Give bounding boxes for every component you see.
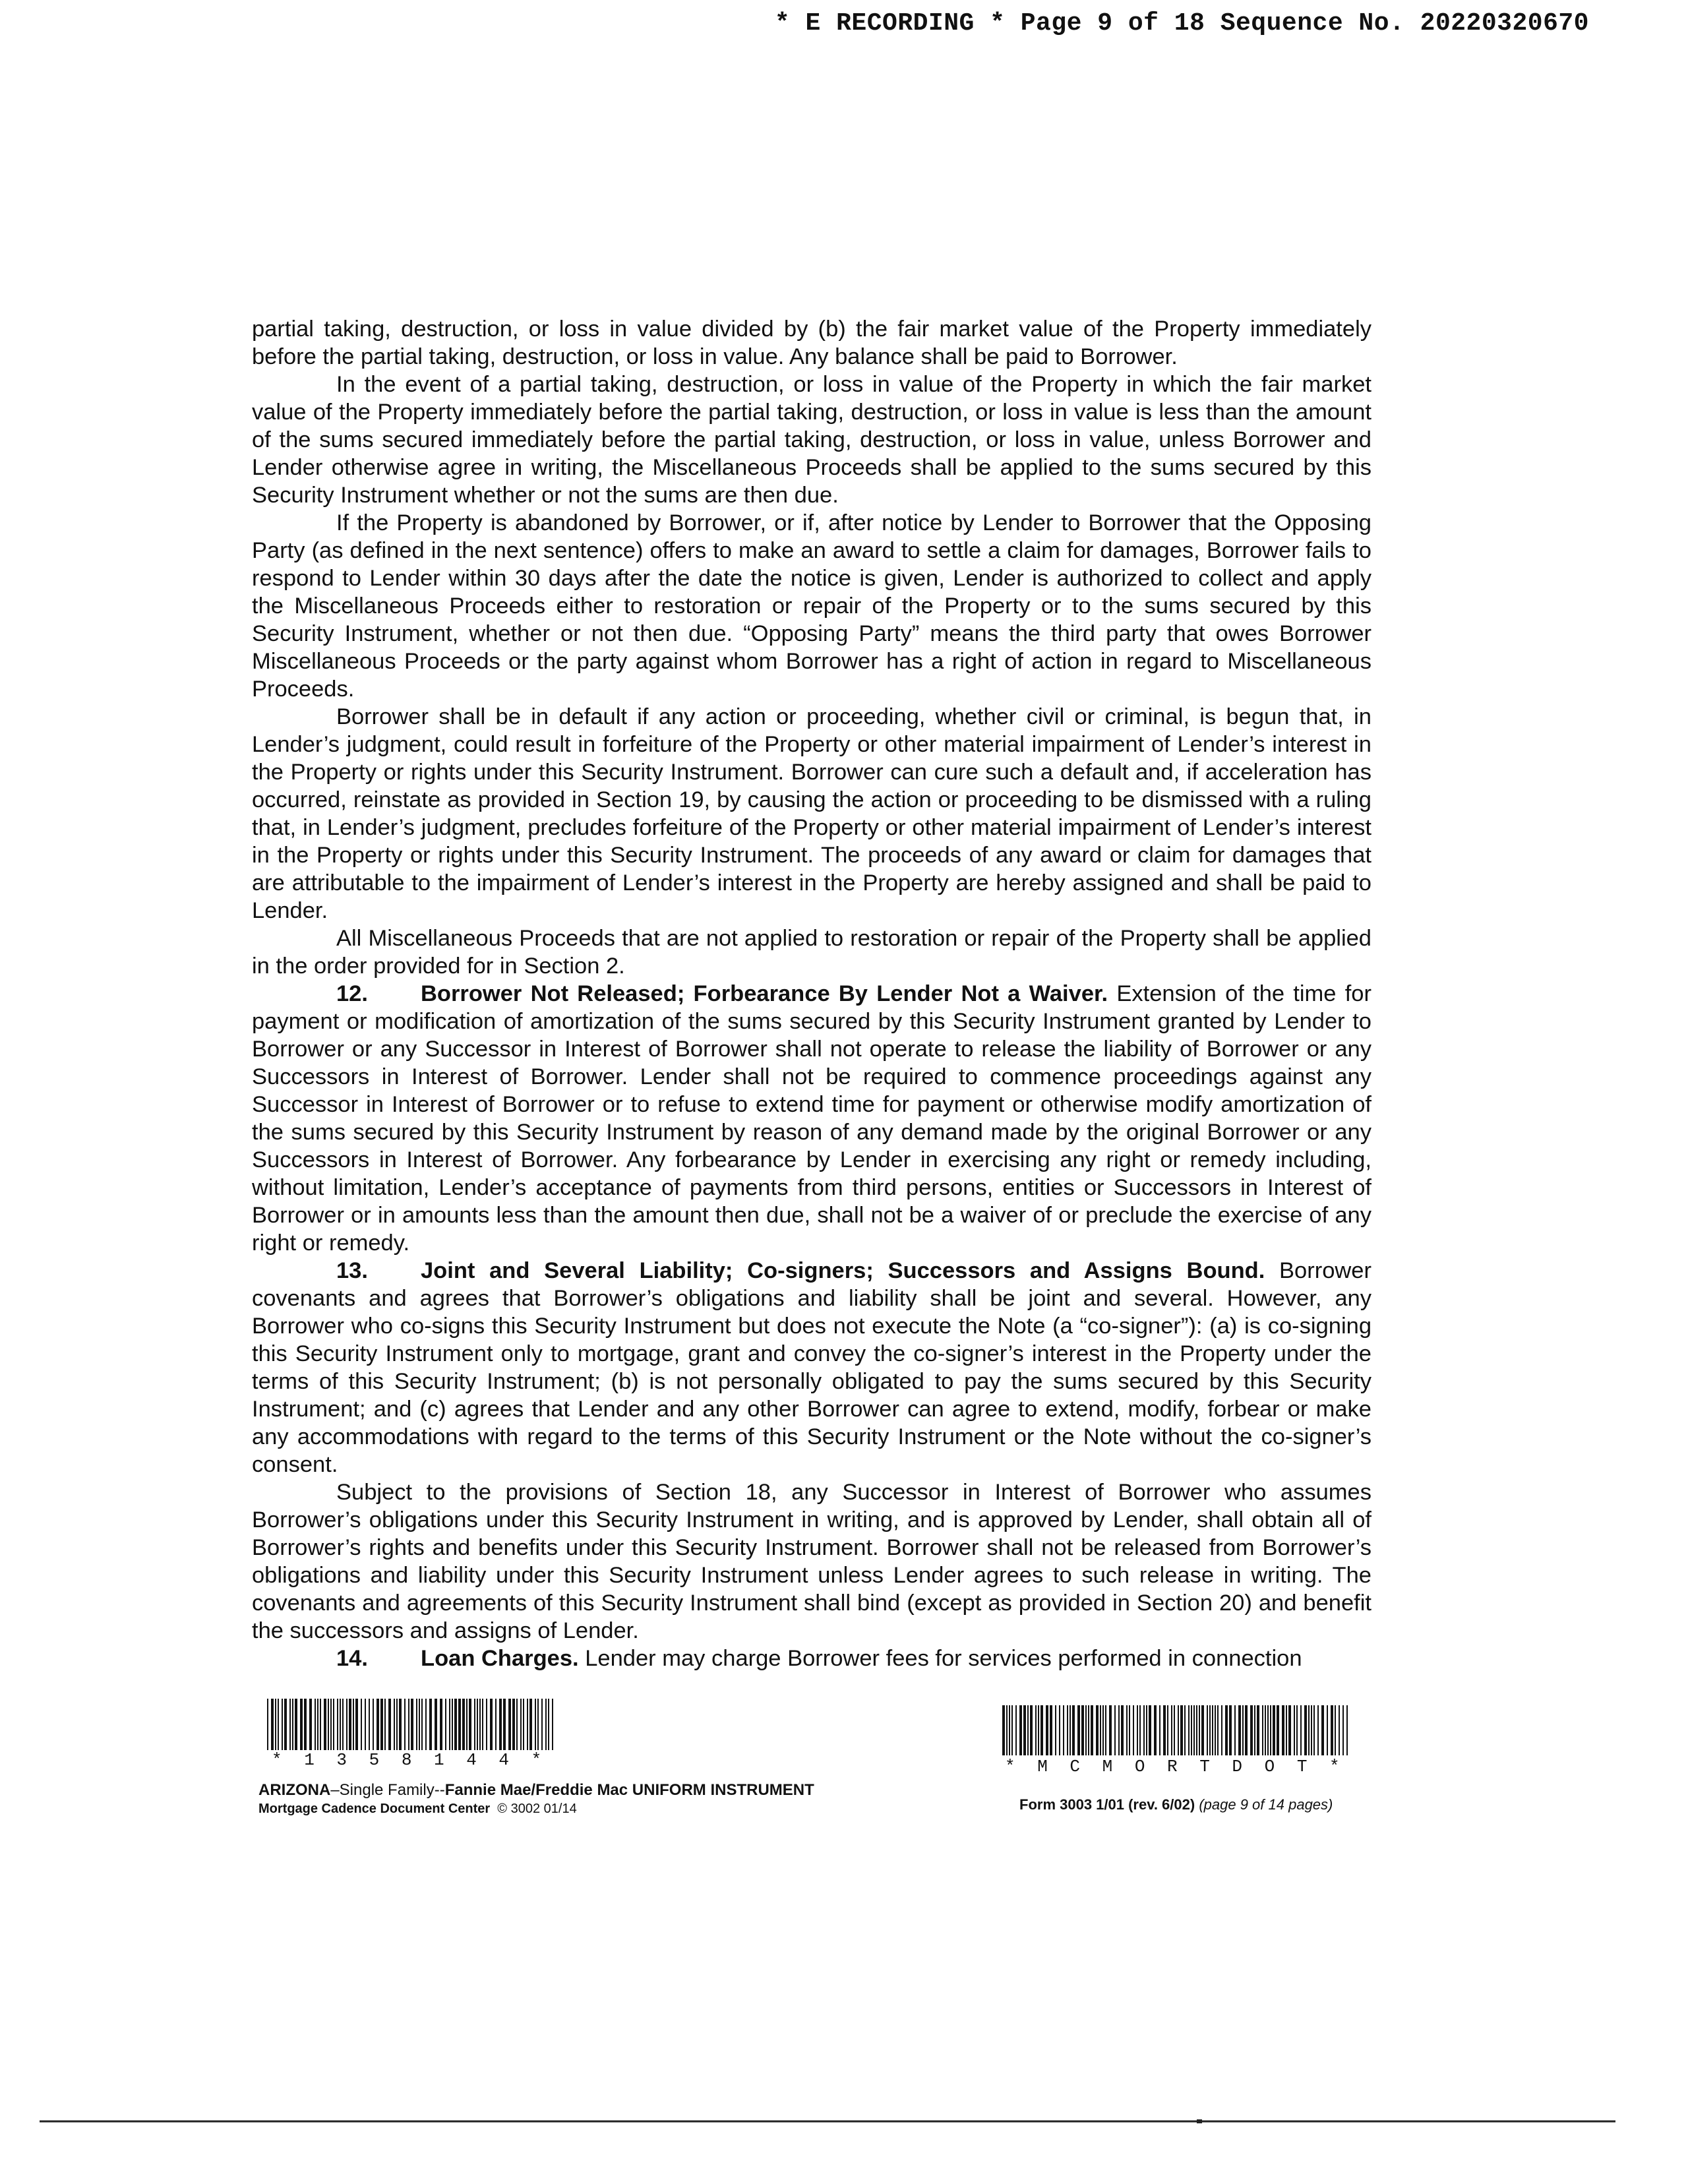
paragraph-partial-taking: In the event of a partial taking, destruction, or loss in value of the Property in which the fair market value of the Property immediately before the partial taking, destruction, or loss in value is less than the amount of the sums secured immediately before the partial taking, destruction, or loss in value, unless Borrower and Lender otherwise agree in writing, the Miscellaneous Proceeds shall be applied to the sums secured by this Security Instrument whether or not the sums are then due. bbox=[252, 372, 1372, 508]
section-14-body: Lender may charge Borrower fees for services performed in connection bbox=[585, 1646, 1302, 1671]
paragraph-abandoned-property: If the Property is abandoned by Borrower, or if, after notice by Lender to Borrower that the Opposing Party (as defined in the next sentence) offers to make an award to settle a claim for damages, Borrower fails to respond to Lender within 30 days after the date the notice is given, Lender is authorized to collect and apply the Miscellaneous Proceeds either to restoration or repair of the Property or to the sums secured by this Security Instrument, whether or not then due. “Opposing Party” means the third party that owes Borrower Miscellaneous Proceeds or the party against whom Borrower has a right of action in regard to Miscellaneous Proceeds. bbox=[252, 510, 1372, 702]
document-body bbox=[252, 315, 1372, 1672]
section-12-title: Borrower Not Released; Forbearance By Lender Not a Waiver. bbox=[421, 981, 1108, 1006]
paragraph-successors: Subject to the provisions of Section 18, any Successor in Interest of Borrower who assumes Borrower’s obligations under this Security Instrument in writing, and is approved by Lender, shall obtain all of Borrower’s rights and benefits under this Security Instrument. Borrower shall not be released from Borrower’s obligations and liability under this Security Instrument unless Lender agrees to such release in writing. The covenants and agreements of this Security Instrument shall bind (except as provided in Section 20) and benefit the successors and assigns of Lender. bbox=[252, 1480, 1372, 1643]
section-12-number: 12. bbox=[336, 981, 368, 1006]
footer-form-number bbox=[1019, 1796, 1333, 1813]
page-count: (page 9 of 14 pages) bbox=[1199, 1796, 1333, 1813]
bottom-rule bbox=[40, 2119, 1615, 2123]
section-13-number: 13. bbox=[336, 1258, 368, 1283]
footer-doc-center-name: Mortgage Cadence Document Center bbox=[258, 1802, 491, 1816]
section-13-title: Joint and Several Liability; Co-signers; Successors and Assigns Bound. bbox=[421, 1258, 1265, 1283]
section-13 bbox=[252, 1257, 1372, 1478]
barcode-right-caption: * M C M O R T D O T * bbox=[1005, 1757, 1340, 1776]
form-number: Form 3003 1/01 (rev. 6/02) bbox=[1019, 1796, 1195, 1813]
footer-form-name: Fannie Mae/Freddie Mac UNIFORM INSTRUMENT bbox=[444, 1781, 814, 1799]
paragraph-miscellaneous-proceeds: All Miscellaneous Proceeds that are not applied to restoration or repair of the Property shall be applied in the order provided for in Section 2. bbox=[252, 926, 1372, 979]
paragraph-continuation: partial taking, destruction, or loss in value divided by (b) the fair market value of the Property immediately before the partial taking, destruction, or loss in value. Any balance shall be paid to Borrower. bbox=[252, 317, 1372, 369]
footer-doc-center bbox=[258, 1800, 814, 1817]
footer-doc-center-rev: © 3002 01/14 bbox=[497, 1802, 577, 1816]
section-12-body: Extension of the time for payment or modification of amortization of the sums secured by this Security Instrument granted by Lender to Borrower or any Successor in Interest of Borrower shall not operate to release the liability of Borrower or any Successors in Interest of Borrower. Lender shall not be required to commence proceedings against any Successor in Interest of Borrower or to refuse to extend time for payment or otherwise modify amortization of the sums secured by this Security Instrument by reason of any demand made by the original Borrower or any Successors in Interest of Borrower. Any forbearance by Lender in exercising any right or remedy including, without limitation, Lender’s acceptance of payments from third persons, entities or Successors in Interest of Borrower or in amounts less than the amount then due, shall not be a waiver of or preclude the exercise of any right or remedy. bbox=[252, 981, 1372, 1256]
section-14-number: 14. bbox=[336, 1646, 368, 1671]
footer-form-info bbox=[258, 1780, 814, 1817]
section-14-title: Loan Charges. bbox=[421, 1646, 579, 1671]
barcode-right bbox=[1002, 1705, 1350, 1755]
barcode-left bbox=[267, 1699, 557, 1750]
section-14 bbox=[252, 1645, 1372, 1672]
footer-form-title bbox=[258, 1780, 814, 1800]
recording-stamp: * E RECORDING * Page 9 of 18 Sequence No. 20220320670 bbox=[774, 9, 1589, 38]
footer-form-family: –Single Family-- bbox=[330, 1781, 445, 1799]
section-12 bbox=[252, 980, 1372, 1257]
paragraph-default: Borrower shall be in default if any action or proceeding, whether civil or criminal, is begun that, in Lender’s judgment, could result in forfeiture of the Property or other material impairment of Lender’s interest in the Property or rights under this Security Instrument. Borrower can cure such a default and, if acceleration has occurred, reinstate as provided in Section 19, by causing the action or proceeding to be dismissed with a ruling that, in Lender’s judgment, precludes forfeiture of the Property or other material impairment of Lender’s interest in the Property or rights under this Security Instrument. The proceeds of any award or claim for damages that are attributable to the impairment of Lender’s interest in the Property are hereby assigned and shall be paid to Lender. bbox=[252, 704, 1372, 923]
footer-state: ARIZONA bbox=[258, 1781, 331, 1799]
section-13-body: Borrower covenants and agrees that Borrower’s obligations and liability shall be joint and several. However, any Borrower who co-signs this Security Instrument but does not execute the Note (a “co-signer”): (a) is co-signing this Security Instrument only to mortgage, grant and convey the co-signer’s interest in the Property under the terms of this Security Instrument; (b) is not personally obligated to pay the sums secured by this Security Instrument; and (c) agrees that Lender and any other Borrower can agree to extend, modify, forbear or make any accommodations with regard to the terms of this Security Instrument or the Note without the co-signer’s consent. bbox=[252, 1258, 1372, 1477]
barcode-left-caption: * 1 3 5 8 1 4 4 * bbox=[272, 1750, 542, 1770]
